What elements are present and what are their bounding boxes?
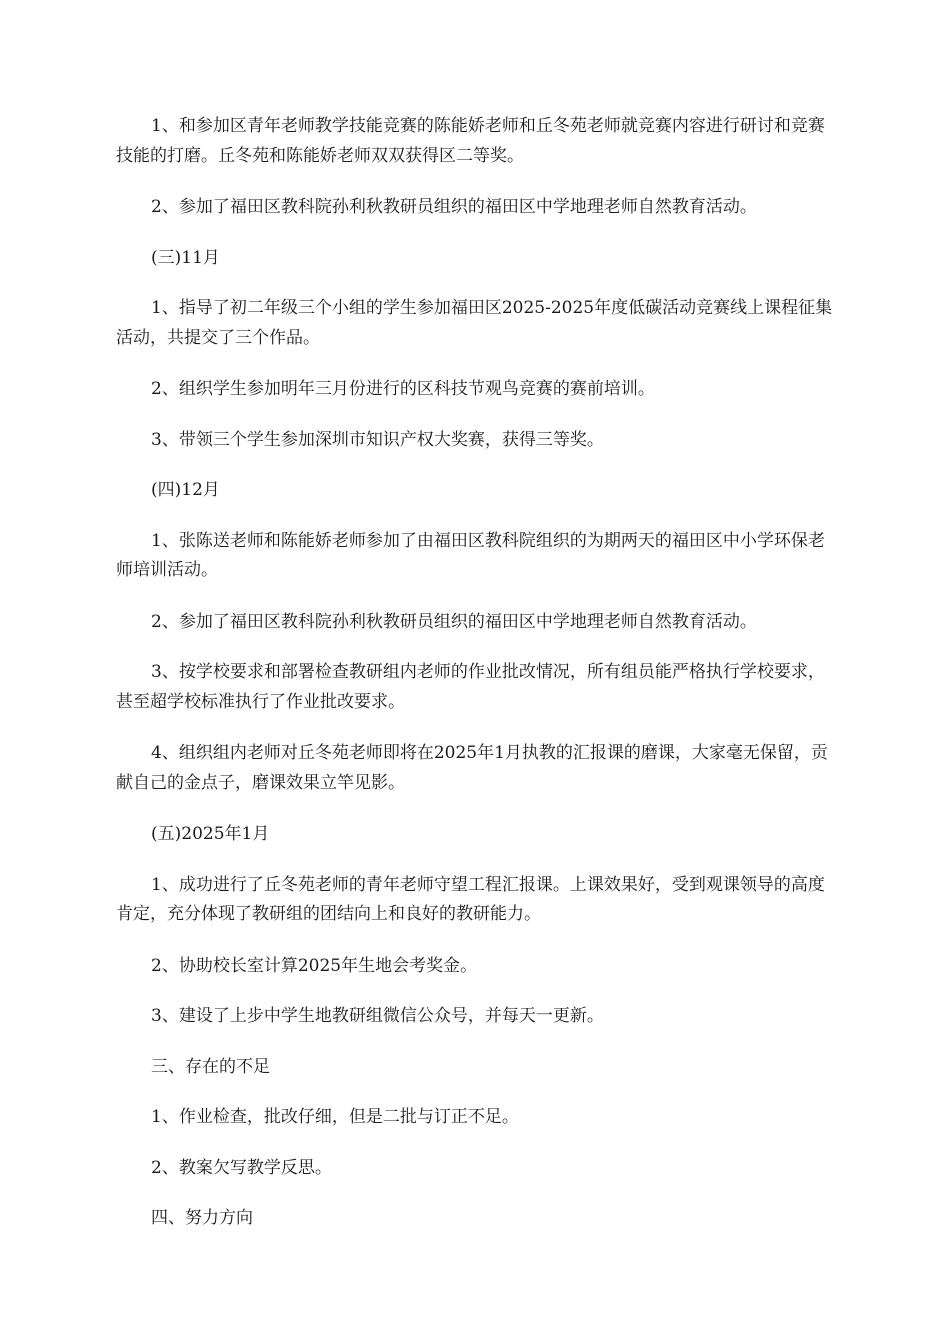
paragraph-low-carbon-activity: 1、指导了初二年级三个小组的学生参加福田区2025-2025年度低碳活动竞赛线上课程征集活动，共提交了三个作品。	[116, 298, 833, 348]
paragraph-lesson-polishing: 4、组织组内老师对丘冬苑老师即将在2025年1月执教的汇报课的磨课，大家毫无保留，贡献自己的金点子，磨课效果立竿见影。	[116, 743, 828, 793]
paragraph-competition-training: 1、和参加区青年老师教学技能竞赛的陈能娇老师和丘冬苑老师就竞赛内容进行研讨和竞赛技能的打磨。丘冬苑和陈能娇老师双双获得区二等奖。	[116, 116, 825, 166]
heading-december: (四)12月	[151, 480, 220, 500]
paragraph-teaching-reflection: 2、教案欠写教学反思。	[151, 1157, 332, 1178]
paragraph-correction-shortfall: 1、作业检查，批改仔细，但是二批与订正不足。	[151, 1107, 519, 1127]
heading-january: (五)2025年1月	[151, 824, 270, 844]
paragraph-wechat-account: 3、建设了上步中学生地教研组微信公众号，并每天一更新。	[151, 1006, 604, 1026]
heading-improvement-direction: 四、努力方向	[151, 1208, 253, 1228]
paragraph-nature-education-dec: 2、参加了福田区教科院孙利秋教研员组织的福田区中学地理老师自然教育活动。	[151, 611, 757, 632]
paragraph-report-lesson: 1、成功进行了丘冬苑老师的青年老师守望工程汇报课。上课效果好，受到观课领导的高度肯定，充分体现了教研组的团结向上和良好的教研能力。	[116, 874, 825, 924]
paragraph-nature-education-oct: 2、参加了福田区教科院孙利秋教研员组织的福田区中学地理老师自然教育活动。	[151, 197, 757, 217]
paragraph-exam-bonus: 2、协助校长室计算2025年生地会考奖金。	[151, 955, 478, 976]
document-body	[116, 112, 836, 1255]
heading-november: (三)11月	[151, 247, 220, 268]
paragraph-bird-watching-training: 2、组织学生参加明年三月份进行的区科技节观鸟竞赛的赛前培训。	[151, 379, 655, 399]
heading-shortcomings: 三、存在的不足	[151, 1056, 270, 1077]
paragraph-ip-contest: 3、带领三个学生参加深圳市知识产权大奖赛，获得三等奖。	[151, 429, 604, 450]
paragraph-environmental-training: 1、张陈送老师和陈能娇老师参加了由福田区教科院组织的为期两天的福田区中小学环保老师培训活动。	[116, 530, 825, 580]
paragraph-homework-inspection: 3、按学校要求和部署检查教研组内老师的作业批改情况，所有组员能严格执行学校要求，甚至超学校标准执行了作业批改要求。	[116, 662, 825, 712]
